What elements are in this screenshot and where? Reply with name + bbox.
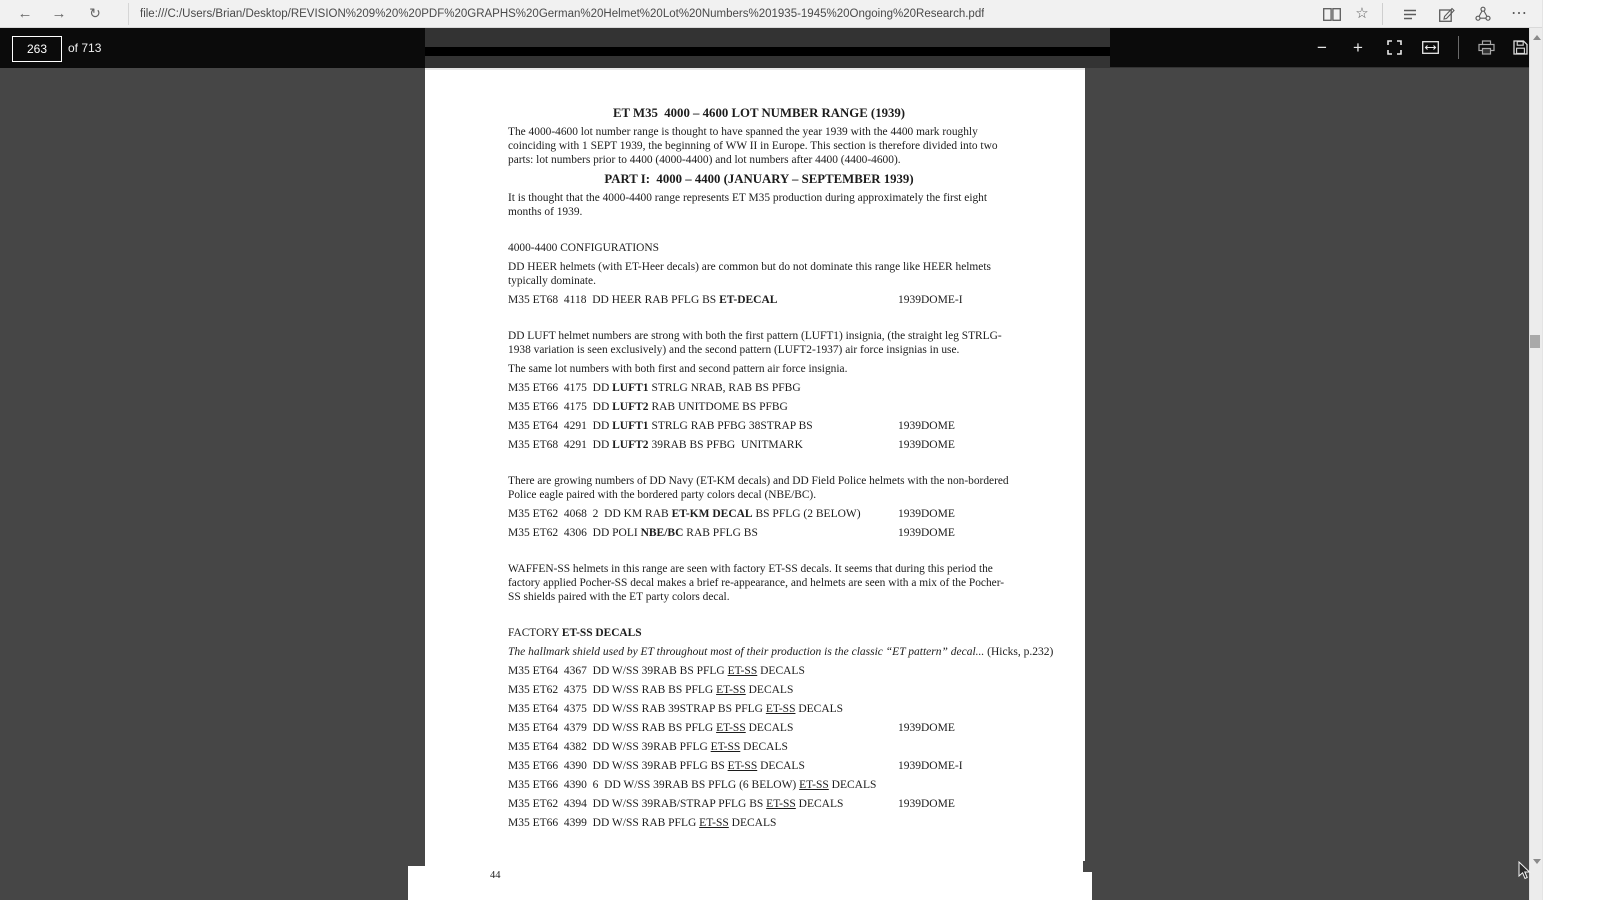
doc-text-segment: ET-SS <box>710 741 741 753</box>
pdf-page-content <box>508 106 1054 835</box>
doc-dome-reference: 1939DOME <box>898 722 955 734</box>
doc-text-segment: ET-SS <box>727 665 758 677</box>
doc-entry <box>508 293 1010 307</box>
doc-para <box>508 474 1010 502</box>
doc-text-segment: RAB UNITDOME BS PFBG <box>648 401 788 413</box>
doc-text-segment: It is thought that the 4000-4400 range represents ET M35 production during approximately the first eight months of 1939. <box>508 192 988 218</box>
doc-text-segment: ET-SS <box>716 722 746 734</box>
forward-icon: → <box>51 5 67 22</box>
doc-text-segment: WAFFEN-SS helmets in this range are seen with factory ET-SS decals. It seems that during this period the factory applied Pocher-SS decal makes a brief re-appearance, and helmets are seen with a mix of the Pocher-SS shields paired with the ET party colors decal. <box>508 563 1005 603</box>
doc-text-segment: DECALS <box>728 817 777 829</box>
doc-text-segment: ET-SS <box>699 817 729 829</box>
zoom-in-button[interactable] <box>1346 28 1370 67</box>
fit-width-button[interactable] <box>1418 28 1442 67</box>
doc-entry <box>508 816 1010 830</box>
doc-para <box>508 191 1010 219</box>
doc-text-segment: DECALS <box>745 722 794 734</box>
doc-text-segment: M35 ET66 4175 DD <box>508 401 613 413</box>
pdf-page <box>425 70 1085 900</box>
doc-text-segment: ET-SS <box>799 779 829 791</box>
page-bottom-right-notch <box>1083 861 1092 872</box>
doc-para <box>508 626 1010 640</box>
doc-entry <box>508 759 1010 773</box>
save-icon <box>1513 40 1528 55</box>
doc-text-segment: DECALS <box>757 665 805 677</box>
doc-dome-reference: 1939DOME <box>898 508 955 520</box>
doc-text-segment: There are growing numbers of DD Navy (ET-KM decals) and DD Field Police helmets with the non-bordered Police eagle paired with the bordered party colors decal (NBE/BC). <box>508 475 1009 501</box>
pdf-toolbar-band <box>425 47 1110 56</box>
minus-icon: − <box>1317 37 1327 57</box>
doc-text-segment: LUFT2 <box>612 439 649 451</box>
favorites-button[interactable] <box>1351 0 1373 28</box>
doc-text-segment: M35 ET64 4379 DD W/SS RAB BS PFLG <box>508 722 717 734</box>
reading-view-button[interactable] <box>1321 0 1343 28</box>
doc-text-segment: DECALS <box>828 779 877 791</box>
zoom-out-button[interactable] <box>1310 28 1334 67</box>
doc-entry <box>508 419 1010 433</box>
hub-button[interactable] <box>1399 0 1421 28</box>
doc-text-segment: 39RAB BS PFBG UNITMARK <box>648 439 803 451</box>
doc-entry <box>508 740 1010 754</box>
page-number-input[interactable] <box>12 36 62 62</box>
doc-text-segment: ET-SS <box>766 798 796 810</box>
doc-spacer <box>508 457 1010 474</box>
doc-text-segment: ET-SS <box>765 703 796 715</box>
doc-heading <box>508 172 1010 186</box>
doc-dome-reference: 1939DOME <box>898 439 955 451</box>
address-bar-divider <box>128 3 129 25</box>
doc-entry <box>508 526 1010 540</box>
doc-text-segment: M35 ET68 4291 DD <box>508 439 613 451</box>
doc-heading <box>508 106 1010 120</box>
doc-para <box>508 260 1010 288</box>
print-button[interactable] <box>1474 28 1498 67</box>
doc-spacer <box>508 609 1010 626</box>
mouse-cursor <box>1518 861 1532 881</box>
page-bottom-right-strip <box>1085 871 1092 900</box>
web-note-icon <box>1439 7 1455 22</box>
doc-dome-reference: 1939DOME <box>898 527 955 539</box>
doc-para <box>508 125 1010 167</box>
doc-text-segment: DECALS <box>795 703 844 715</box>
doc-text-segment: The same lot numbers with both first and second pattern air force insignia. <box>508 363 848 375</box>
doc-text-segment: LUFT2 <box>612 401 649 413</box>
doc-text-segment: M35 ET64 4375 DD W/SS RAB 39STRAP BS PFLG <box>508 703 766 715</box>
doc-line <box>508 645 1054 659</box>
doc-entry <box>508 797 1010 811</box>
doc-text-segment: ET-DECAL <box>719 294 778 306</box>
doc-text-segment: LUFT1 <box>612 382 649 394</box>
more-actions-button[interactable] <box>1508 0 1530 28</box>
doc-entry <box>508 721 1010 735</box>
reading-view-icon <box>1323 8 1341 21</box>
web-note-button[interactable] <box>1436 0 1458 28</box>
doc-para <box>508 562 1010 604</box>
doc-text-segment: M35 ET68 4118 DD HEER RAB PFLG BS <box>508 294 720 306</box>
doc-dome-reference: 1939DOME <box>898 798 955 810</box>
address-bar[interactable] <box>140 0 984 28</box>
doc-entry <box>508 778 1010 792</box>
doc-para <box>508 241 1010 255</box>
doc-text-segment: M35 ET62 4375 DD W/SS RAB BS PFLG <box>508 684 717 696</box>
doc-text-segment: M35 ET64 4291 DD <box>508 420 613 432</box>
cursor-arrow-icon <box>1518 861 1532 881</box>
doc-text-segment: STRLG RAB PFBG 38STRAP BS <box>648 420 813 432</box>
doc-text-segment: (Hicks, p.232) <box>984 646 1054 658</box>
doc-text-segment: M35 ET66 4399 DD W/SS RAB PFLG <box>508 817 700 829</box>
doc-entry <box>508 438 1010 452</box>
fullscreen-icon <box>1387 40 1402 55</box>
doc-text-segment: M35 ET62 4394 DD W/SS 39RAB/STRAP PFLG BS <box>508 798 767 810</box>
forward-button[interactable] <box>48 0 70 28</box>
doc-text-segment: M35 ET64 4382 DD W/SS 39RAB PFLG <box>508 741 711 753</box>
page-count-label: of 713 <box>68 41 102 55</box>
fit-width-icon <box>1422 41 1439 54</box>
pdf-toolbar <box>0 28 1542 68</box>
doc-text-segment: M35 ET66 4390 6 DD W/SS 39RAB BS PFLG (6 BELOW) <box>508 779 800 791</box>
more-icon: ⋯ <box>1511 5 1527 22</box>
doc-spacer <box>508 545 1010 562</box>
doc-entry <box>508 381 1010 395</box>
doc-text-segment: PART I: 4000 – 4400 (JANUARY – SEPTEMBER 1939) <box>604 172 914 186</box>
doc-text-segment: ET M35 4000 – 4600 LOT NUMBER RANGE (1939) <box>612 106 906 120</box>
doc-text-segment: RAB PFLG BS <box>683 527 758 539</box>
doc-dome-reference: 1939DOME-I <box>898 294 963 306</box>
star-icon: ☆ <box>1355 5 1369 22</box>
doc-text-segment: ET-SS <box>727 760 758 772</box>
doc-text-segment: DECALS <box>740 741 788 753</box>
toolbar-divider <box>1382 3 1383 25</box>
doc-text-segment: M35 ET64 4367 DD W/SS 39RAB BS PFLG <box>508 665 728 677</box>
doc-text-segment: LUFT1 <box>612 420 649 432</box>
doc-text-segment: ET-SS <box>716 684 746 696</box>
doc-entry <box>508 683 1010 697</box>
doc-text-segment: DECALS <box>745 684 794 696</box>
doc-dome-reference: 1939DOME <box>898 420 955 432</box>
refresh-button[interactable] <box>84 0 106 28</box>
doc-text-segment: DECALS <box>795 798 844 810</box>
doc-spacer <box>508 312 1010 329</box>
doc-para <box>508 362 1010 376</box>
doc-text-segment: M35 ET66 4390 DD W/SS 39RAB PFLG BS <box>508 760 728 772</box>
pdf-toolbar-divider <box>1458 36 1459 59</box>
print-icon <box>1478 40 1495 55</box>
pdf-toolbar-left-section <box>0 28 425 69</box>
fullscreen-button[interactable] <box>1382 28 1406 67</box>
pdf-viewer-canvas <box>0 68 1542 900</box>
right-gutter <box>1542 0 1600 900</box>
doc-dome-reference: 1939DOME-I <box>898 760 963 772</box>
doc-entry <box>508 702 1010 716</box>
doc-entry <box>508 400 1010 414</box>
page-bottom-left-strip <box>408 866 425 900</box>
doc-text-segment: FACTORY <box>508 627 562 639</box>
doc-spacer <box>508 224 1010 241</box>
doc-text-segment: M35 ET62 4068 2 DD KM RAB <box>508 508 672 520</box>
doc-text-segment: BS PFLG (2 BELOW) <box>752 508 861 520</box>
doc-entry <box>508 507 1010 521</box>
hub-icon <box>1403 8 1417 21</box>
doc-text-segment: DD HEER helmets (with ET-Heer decals) are common but do not dominate this range like HEER helmets typically dominate. <box>508 261 991 287</box>
share-button[interactable] <box>1472 0 1494 28</box>
back-button[interactable] <box>14 0 36 28</box>
doc-text-segment: DD LUFT helmet numbers are strong with both the first pattern (LUFT1) insignia, (the straight leg STRLG-1938 variation is seen exclusively) and the second pattern (LUFT2-1937) air force insignias in use. <box>508 330 1002 356</box>
scroll-up-arrow-icon[interactable] <box>1533 35 1541 40</box>
doc-text-segment: ET-SS DECALS <box>561 627 642 639</box>
browser-toolbar <box>0 0 1542 28</box>
doc-text-segment: The 4000-4600 lot number range is thought to have spanned the year 1939 with the 4400 mark roughly coinciding with 1 SEPT 1939, the beginning of WW II in Europe. This section is therefore divided into two parts: lot numbers prior to 4400 (4000-4400) and lot numbers after 4400 (4400-4600). <box>508 126 998 166</box>
back-icon: ← <box>17 5 33 22</box>
share-icon <box>1475 6 1491 22</box>
doc-entry <box>508 664 1010 678</box>
doc-text-segment: ET-KM DECAL <box>671 508 753 520</box>
doc-text-segment: M35 ET66 4175 DD <box>508 382 613 394</box>
doc-text-segment: DECALS <box>757 760 805 772</box>
page-footer-number: 44 <box>490 870 501 881</box>
doc-text-segment: NBE/BC <box>640 527 684 539</box>
doc-text-segment: 4000-4400 CONFIGURATIONS <box>508 242 659 254</box>
doc-text-segment: STRLG NRAB, RAB BS PFBG <box>648 382 801 394</box>
doc-text-segment: The hallmark shield used by ET throughout most of their production is the classic “ET pattern” decal... <box>508 646 985 658</box>
scroll-down-arrow-icon[interactable] <box>1533 859 1541 864</box>
vertical-scrollbar[interactable] <box>1529 28 1542 900</box>
refresh-icon: ↻ <box>89 5 101 21</box>
doc-para <box>508 329 1010 357</box>
scrollbar-thumb[interactable] <box>1530 335 1540 348</box>
url-text: file:///C:/Users/Brian/Desktop/REVISION%209%20%20PDF%20GRAPHS%20German%20Helmet%20Lot%20Numbers%201935-1945%20Ongoing%20Research.pdf <box>140 8 985 20</box>
doc-text-segment: M35 ET62 4306 DD POLI <box>508 527 641 539</box>
plus-icon: + <box>1353 37 1363 57</box>
